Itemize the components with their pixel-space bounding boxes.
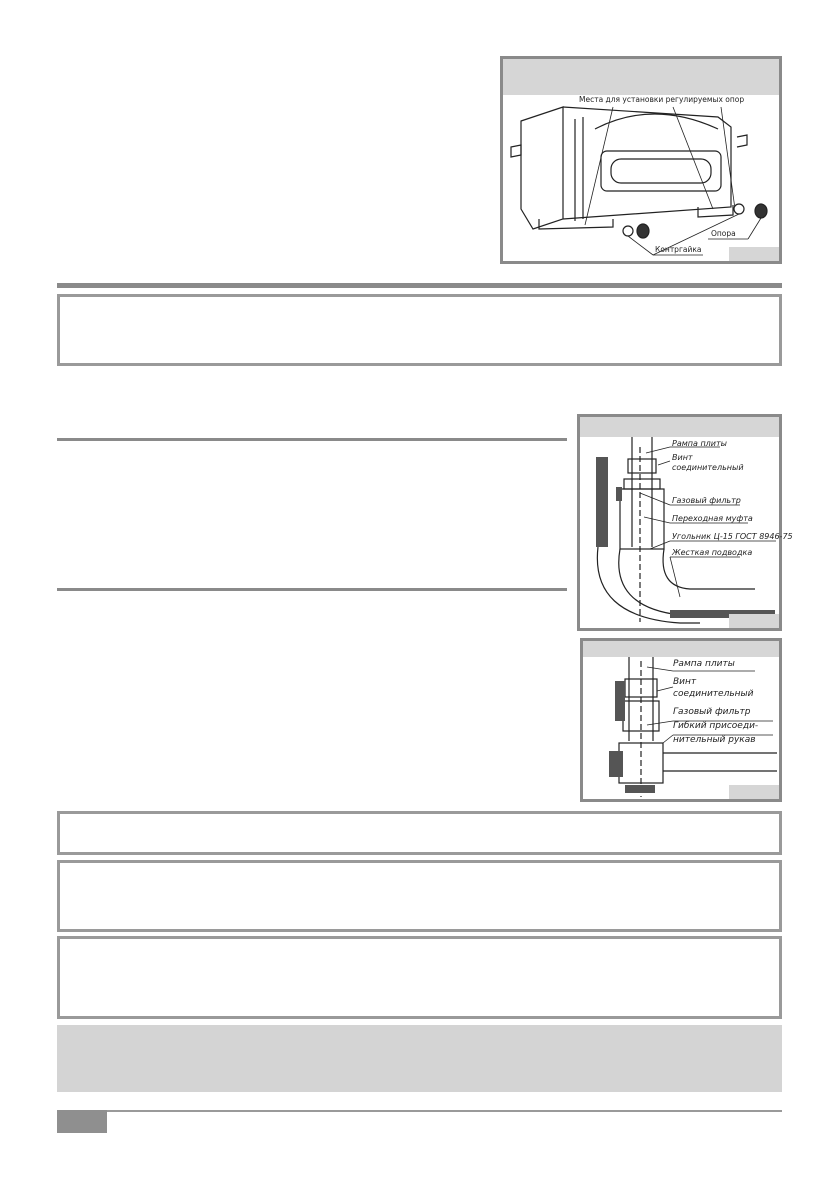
text-rule-1 — [57, 438, 567, 441]
label-screw: Винт — [672, 453, 693, 462]
label-rigid-pipe: Жесткая подводка — [672, 548, 753, 557]
footer-rule — [57, 1110, 782, 1112]
label-elbow: Угольник Ц-15 ГОСТ 8946-75 — [672, 532, 793, 541]
figure-caption: Места для установки регулируемых опор — [579, 95, 745, 104]
label-flexible-hose-2: нительный рукав — [673, 735, 756, 745]
figure-flexible-connection — [580, 638, 782, 802]
note-box-1 — [57, 294, 782, 366]
figure-tag — [729, 785, 779, 799]
label-gas-filter: Газовый фильтр — [672, 496, 741, 505]
note-box-3 — [57, 860, 782, 932]
note-box-4 — [57, 936, 782, 1019]
label-burner-ramp: Рампа плиты — [673, 659, 735, 669]
locknut-label: Контргайка — [655, 245, 702, 254]
figure-tag — [729, 614, 779, 628]
label-burner-ramp: Рампа плиты — [672, 439, 727, 448]
label-screw-2: соединительный — [673, 689, 754, 699]
label-adapter: Переходная муфта — [672, 514, 753, 523]
section-divider — [57, 283, 782, 288]
label-screw: Винт — [673, 677, 697, 687]
note-box-2 — [57, 811, 782, 855]
label-gas-filter: Газовый фильтр — [673, 707, 751, 717]
page-number-tab — [57, 1110, 107, 1133]
warning-band — [57, 1025, 782, 1092]
text-rule-2 — [57, 588, 567, 591]
foot-label: Опора — [711, 229, 736, 238]
label-flexible-hose: Гибкий присоеди- — [673, 721, 759, 731]
figure-rigid-connection — [577, 414, 793, 631]
stove-base-drawing — [503, 59, 779, 261]
figure-adjustable-feet — [500, 56, 782, 264]
figure-tag — [729, 247, 779, 261]
label-screw-2: соединительный — [672, 463, 744, 472]
